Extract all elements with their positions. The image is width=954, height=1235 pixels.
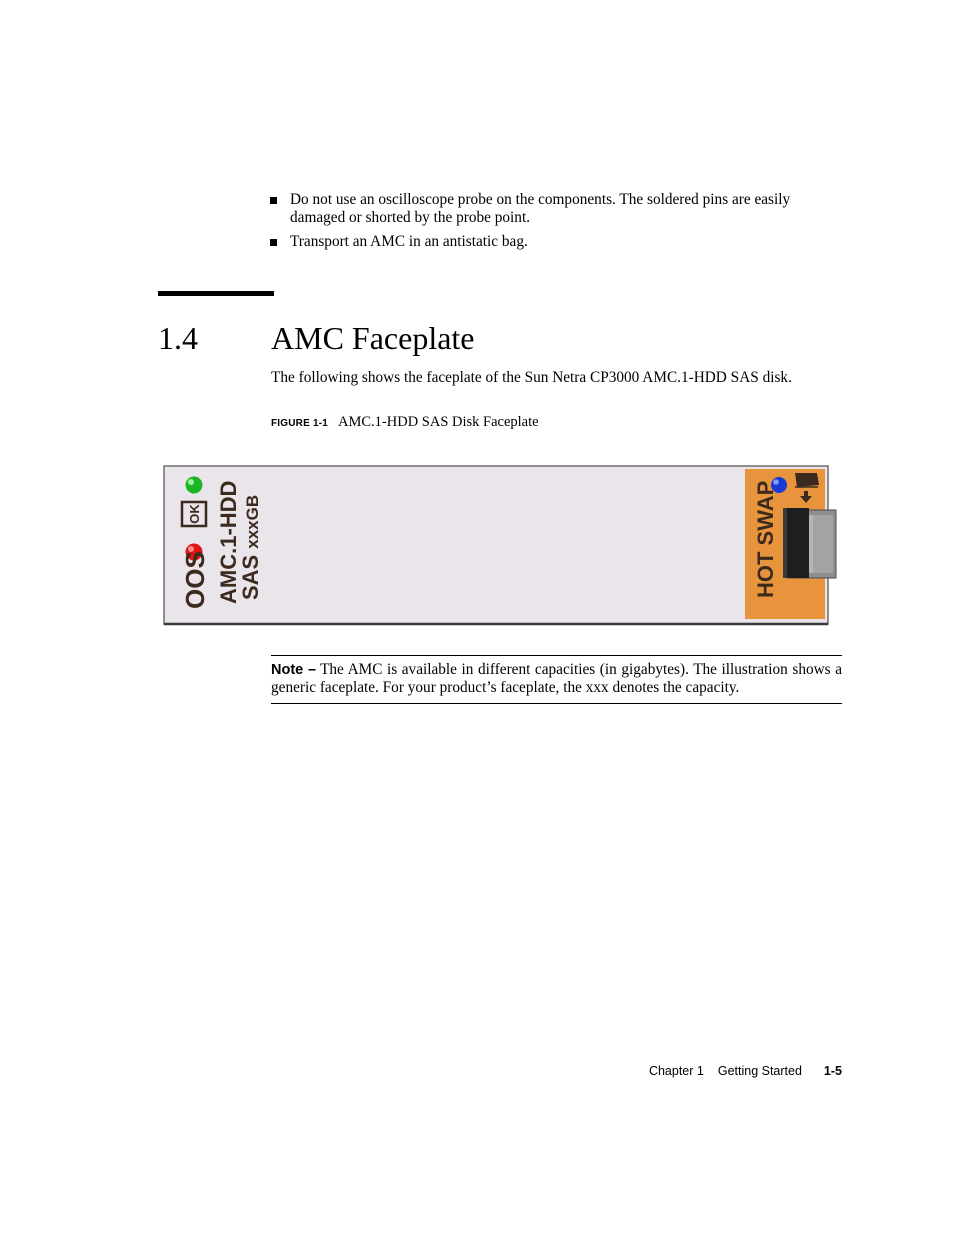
- bullet-marker: [270, 197, 277, 204]
- oos-led-highlight: [188, 546, 194, 552]
- footer-chapter: Chapter 1: [648, 1064, 704, 1078]
- ok-label: OK: [187, 504, 202, 524]
- note-box: [271, 655, 842, 704]
- figure-caption-text: AMC.1-HDD SAS Disk Faceplate: [338, 414, 539, 430]
- note-text: The AMC is available in different capacities (in gigabytes). The illustration shows a generic faceplate. For your product’s faceplate, the xxx denotes the capacity.: [271, 661, 842, 696]
- ok-led: [186, 477, 203, 494]
- figure-label: FIGURE 1-1: [271, 418, 329, 429]
- figure-caption: [271, 413, 539, 433]
- list-item: [270, 233, 842, 251]
- sas-label: SAS: [238, 554, 263, 600]
- faceplate-panel: [164, 466, 828, 624]
- hot-swap-label: HOT SWAP: [753, 480, 778, 598]
- section-title: AMC Faceplate: [271, 320, 475, 356]
- faceplate-illustration: [163, 465, 841, 628]
- bullet-list: [270, 191, 842, 257]
- capacity-value: xxxGB: [243, 494, 262, 549]
- intro-paragraph: The following shows the faceplate of the Sun Netra CP3000 AMC.1-HDD SAS disk.: [271, 369, 792, 386]
- ok-led-highlight: [188, 479, 194, 485]
- page-number: 1-5: [823, 1064, 842, 1078]
- bullet-text: Do not use an oscilloscope probe on the components. The soldered pins are easily damaged or shorted by the probe point.: [290, 191, 791, 226]
- model-label: AMC.1-HDD: [216, 480, 241, 604]
- section-number: 1.4: [158, 320, 198, 356]
- section-rule: [158, 291, 274, 296]
- list-item: [270, 191, 842, 227]
- bullet-marker: [270, 239, 277, 246]
- page-footer: [560, 1063, 842, 1079]
- ejector-handle: [783, 508, 836, 578]
- footer-chapter-title: Getting Started: [717, 1064, 802, 1078]
- bullet-text: Transport an AMC in an antistatic bag.: [290, 233, 528, 250]
- oos-label: OOS: [180, 551, 210, 609]
- note-label: Note –: [271, 662, 317, 678]
